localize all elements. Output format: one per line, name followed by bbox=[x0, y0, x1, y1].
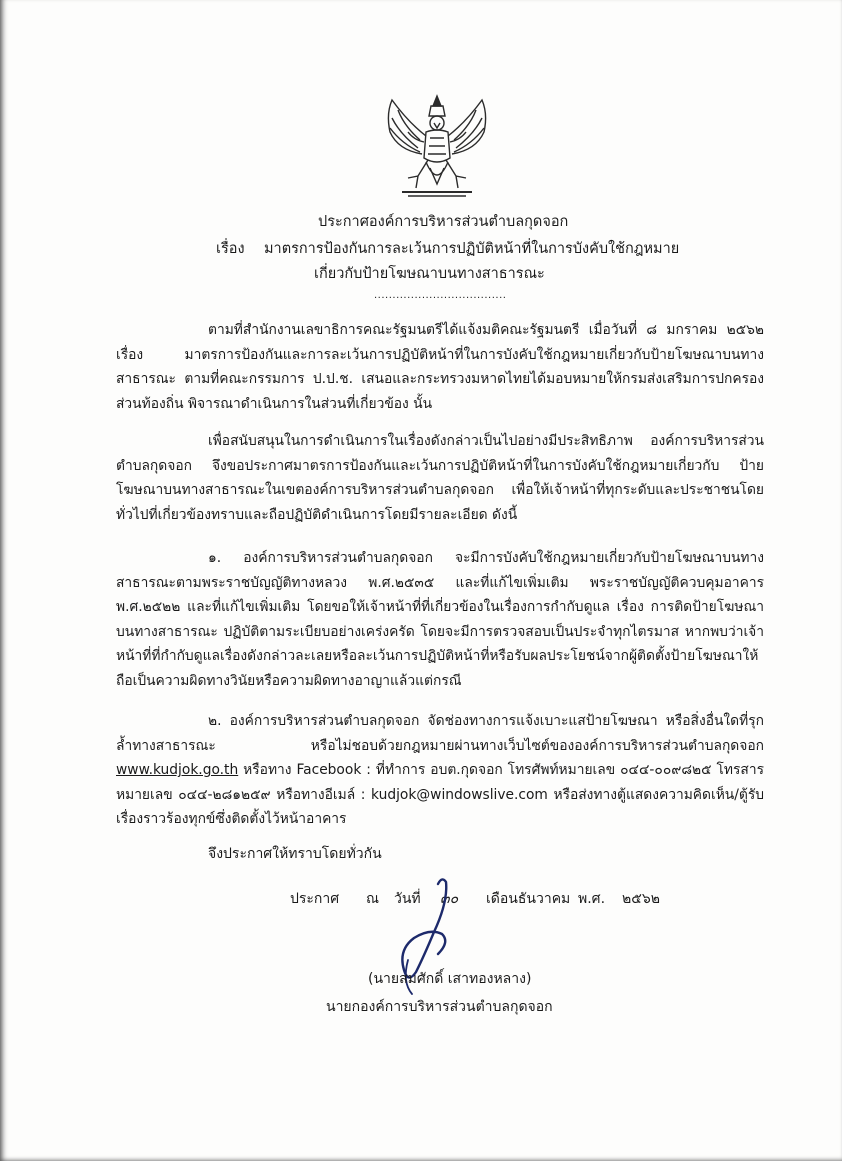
item-2 bbox=[116, 709, 764, 832]
header-divider: .................................... bbox=[374, 290, 507, 301]
garuda-emblem-icon bbox=[378, 92, 496, 200]
closing-statement: จึงประกาศให้ทราบโดยทั่วกัน bbox=[208, 846, 382, 862]
item-2-text-before-link: ๒. องค์การบริหารส่วนตำบลกุดจอก จัดช่องทางการแจ้งเบาะแสป้ายโฆษณา หรือสิ่งอื่นใดที่รุกล้ำทางสาธารณะ หรือไม่ชอบด้วยกฎหมายผ่านทางเว็บไซต์ขององค์การบริหารส่วนตำบลกุดจอก bbox=[116, 713, 764, 754]
subject-line-1: มาตรการป้องกันการละเว้นการปฏิบัติหน้าที่ในการบังคับใช้กฎหมาย bbox=[264, 241, 680, 257]
paragraph-1: ตามที่สำนักงานเลขาธิการคณะรัฐมนตรีได้แจ้งมติคณะรัฐมนตรี เมื่อวันที่ ๘ มกราคม ๒๕๖๒ เรื่อง มาตรการป้องกันและการละเว้นการปฏิบัติหน้าที่ในการบังคับใช้กฎหมายเกี่ยวกับป้ายโฆษณาบนทางสาธารณะ ตามที่คณะกรรมการ ป.ป.ช. เสนอและกระทรวงมหาดไทยได้มอบหมายให้กรมส่งเสริมการปกครองส่วนท้องถิ่น พิจารณาดำเนินการในส่วนที่เกี่ยวข้อง นั้น bbox=[116, 322, 764, 412]
date-year: ๒๕๖๒ bbox=[622, 891, 660, 907]
signatory-name: (นายสมศักดิ์ เสาทองหลาง) bbox=[368, 971, 532, 987]
subject-label: เรื่อง bbox=[216, 241, 245, 257]
month-label: เดือนธันวาคม bbox=[486, 891, 571, 907]
paragraph-2: เพื่อสนับสนุนในการดำเนินการในเรื่องดังกล่าวเป็นไปอย่างมีประสิทธิภาพ องค์การบริหารส่วนตำบลกุดจอก จึงขอประกาศมาตรการป้องกันและเว้นการปฏิบัติหน้าที่ในการบังคับใช้กฎหมายเกี่ยวกับ ป้ายโฆษณาบนทางสาธารณะในเขตองค์การบริหารส่วนตำบลกุดจอก เพื่อให้เจ้าหน้าที่ทุกระดับและประชาชนโดยทั่วไปที่เกี่ยวข้องทราบและถือปฏิบัติดำเนินการโดยมีรายละเอียด ดังนี้ bbox=[116, 433, 764, 523]
item-2-text-after-link: หรือทาง Facebook : ที่ทำการ อบต.กุดจอก โทรศัพท์หมายเลข ๐๔๔-๐๐๙๘๒๕ โทรสารหมายเลข ๐๔๔-๒๘๑๒๕๙ หรือทางอีเมล์ : kudjok@windowslive.com หรือส่งทางตู้แสดงความคิดเห็น/ตู้รับเรื่องราวร้องทุกข์ซึ่งติดตั้งไว้หน้าอาคาร bbox=[116, 762, 764, 828]
item-1: ๑. องค์การบริหารส่วนตำบลกุดจอก จะมีการบังคับใช้กฎหมายเกี่ยวกับป้ายโฆษณาบนทางสาธารณะตามพระราชบัญญัติทางหลวง พ.ศ.๒๕๓๕ และที่แก้ไขเพิ่มเติม พระราชบัญญัติควบคุมอาคาร พ.ศ.๒๕๒๒ และที่แก้ไขเพิ่มเติม โดยขอให้เจ้าหน้าที่ที่เกี่ยวข้องในเรื่องการกำกับดูแล เรื่อง การติดป้ายโฆษณาบนทางสาธารณะ ปฏิบัติตามระเบียบอย่างเคร่งครัด โดยจะมีการตรวจสอบเป็นประจำทุกไตรมาส หากพบว่าเจ้าหน้าที่ที่กำกับดูแลเรื่องดังกล่าวละเลยหรือละเว้นการปฏิบัติหน้าที่หรือรับผลประโยชน์จากผู้ติดตั้งป้ายโฆษณาให้ถือเป็นความผิดทางวินัยหรือความผิดทางอาญาแล้วแต่กรณี bbox=[116, 550, 764, 689]
page-title: ประกาศองค์การบริหารส่วนตำบลกุดจอก bbox=[318, 214, 569, 230]
day-label: วันที่ bbox=[394, 891, 421, 907]
at-label: ณ bbox=[366, 891, 379, 907]
announce-label: ประกาศ bbox=[290, 891, 340, 907]
subject-line-2: เกี่ยวกับป้ายโฆษณาบนทางสาธารณะ bbox=[314, 266, 545, 282]
date-day: ๓๐ bbox=[440, 891, 459, 907]
website-link[interactable]: www.kudjok.go.th bbox=[116, 762, 239, 779]
signatory-title: นายกองค์การบริหารส่วนตำบลกุดจอก bbox=[326, 999, 553, 1015]
year-label: พ.ศ. bbox=[578, 891, 606, 907]
